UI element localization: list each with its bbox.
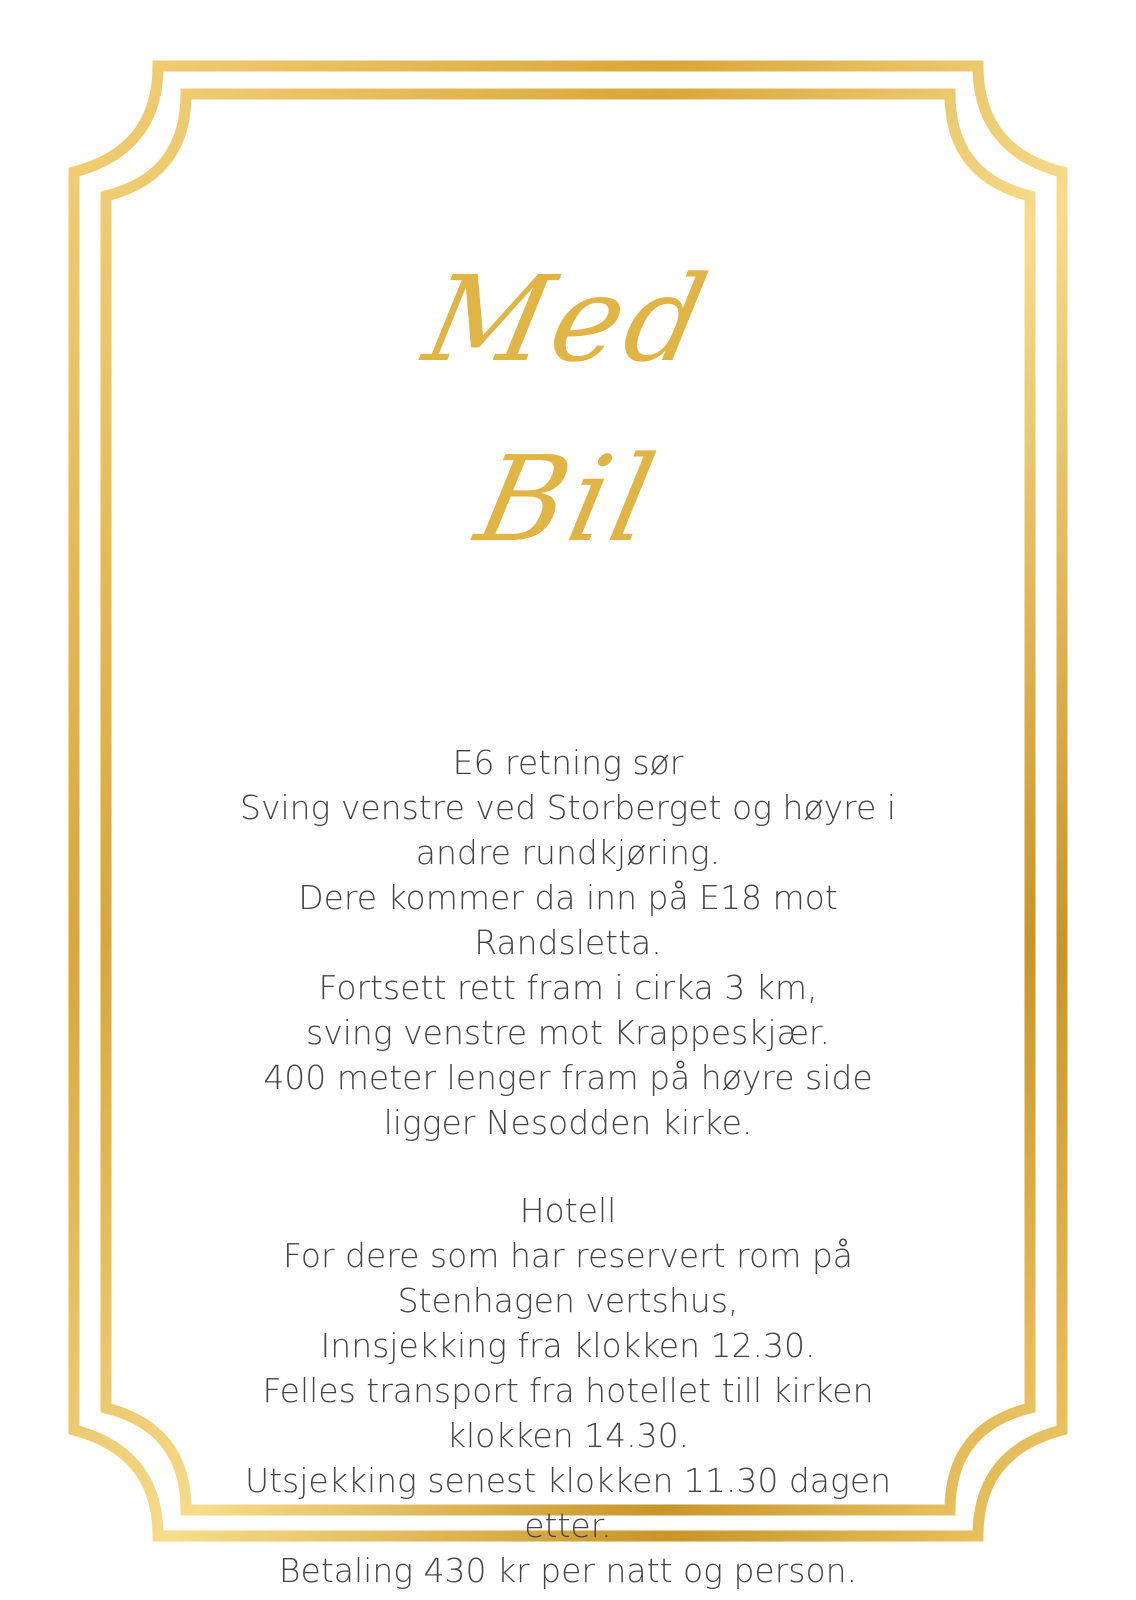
directions-line: andre rundkjøring. [415, 833, 721, 872]
title-line-med: Med [414, 250, 722, 388]
driving-directions [190, 740, 946, 1145]
hotel-line: klokken 14.30. [446, 1416, 690, 1455]
directions-line: Dere kommer da inn på E18 mot [298, 878, 838, 917]
directions-line: 400 meter lenger fram på høyre side [263, 1058, 873, 1097]
hotel-line: Felles transport fra hotellet till kirken [262, 1371, 874, 1410]
title-line-bil: Bil [466, 430, 670, 568]
hotel-heading: Hotell [519, 1191, 617, 1230]
hotel-line: Utsjekking senest klokken 11.30 dagen [244, 1461, 892, 1500]
hotel-line: Innsjekking fra klokken 12.30. [320, 1326, 816, 1365]
hotel-info [190, 1188, 946, 1593]
hotel-line: etter. [524, 1506, 612, 1545]
directions-line: sving venstre mot Krappeskjær. [306, 1013, 830, 1052]
directions-line: Randsletta. [474, 923, 662, 962]
directions-line: Sving venstre ved Storberget og høyre i [240, 788, 896, 827]
hotel-line: Stenhagen vertshus, [397, 1281, 739, 1320]
hotel-line: For dere som har reservert rom på [282, 1236, 854, 1275]
directions-line: E6 retning sør [452, 743, 684, 782]
hotel-line: Betaling 430 kr per natt og person. [278, 1551, 858, 1590]
directions-line: ligger Nesodden kirke. [383, 1103, 753, 1142]
directions-line: Fortsett rett fram i cirka 3 km, [318, 968, 818, 1007]
